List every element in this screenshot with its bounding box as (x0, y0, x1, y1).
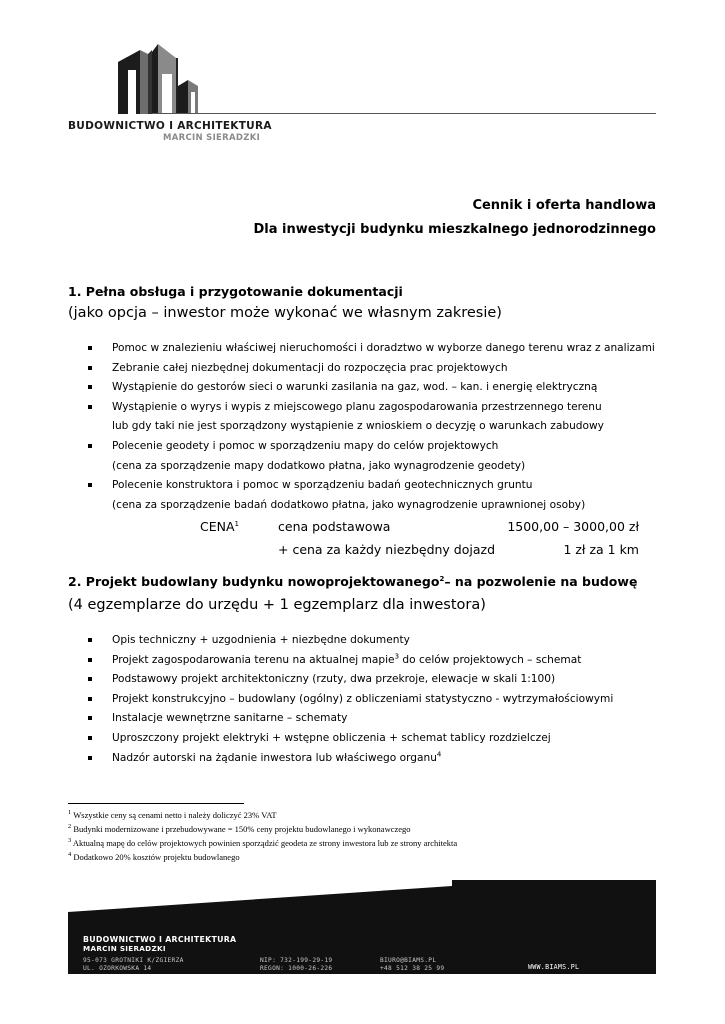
list-item (88, 651, 668, 671)
list-item (88, 670, 668, 690)
price-value-base: 1500,00 – 3000,00 zł (507, 519, 639, 534)
footnote-number: 3 (68, 837, 72, 845)
footnote-ref: 4 (436, 750, 442, 759)
list-item (88, 359, 668, 379)
footnote-ref: 2 (439, 574, 445, 583)
footer-website: WWW.BIAMS.PL (528, 963, 580, 971)
footnote-number: 4 (68, 851, 72, 859)
bullet-icon (88, 366, 92, 370)
footer-phone: +48 512 38 25 99 (380, 965, 445, 972)
bullet-icon (88, 444, 92, 448)
list-item-text: Podstawowy projekt architektoniczny (rzuty, dwa przekroje, elewacje w skali 1:100) (112, 673, 556, 686)
list-item-continuation: (cena za sporządzenie badań dodatkowo płatna, jako wynagrodzenie uprawnionej osoby) (112, 498, 586, 511)
bullet-icon (88, 405, 92, 409)
footnote-rule (68, 803, 244, 804)
bullet-icon (88, 658, 92, 662)
list-item-text: Pomoc w znalezieniu właściwej nieruchomości i doradztwo w wyborze danego terenu wraz z analizami (112, 342, 655, 354)
price-desc-travel: + cena za każdy niezbędny dojazd (278, 542, 496, 557)
section1-list (88, 339, 668, 515)
footnote-2 (68, 824, 411, 834)
bullet-icon (88, 346, 92, 350)
company-logo (68, 40, 272, 150)
footnote-text: Aktualną mapę do celów projektowych powinien sporządzić geodeta ze strony inwestora lub ze strony architekta (72, 838, 458, 848)
footnote-ref: 1 (234, 519, 239, 528)
list-item (88, 476, 668, 515)
footnote-3 (68, 838, 457, 848)
page-subtitle: Dla inwestycji budynku mieszkalnego jednorodzinnego (253, 222, 656, 237)
list-item-continuation: (cena za sporządzenie mapy dodatkowo płatna, jako wynagrodzenie geodety) (112, 459, 526, 472)
footnote-text: Budynki modernizowane i przebudowywane = 150% ceny projektu budowlanego i wykonawczego (73, 824, 411, 834)
page-title: Cennik i oferta handlowa (472, 198, 656, 213)
list-item-text: Zebranie całej niezbędnej dokumentacji do rozpoczęcia prac projektowych (112, 361, 508, 374)
list-item-text: Projekt konstrukcyjno – budowlany (ogólny) z obliczeniami statystyczno - wytrzymałościowymi (112, 692, 614, 705)
bullet-icon (88, 638, 92, 642)
footnote-text: Wszystkie ceny są cenami netto i należy doliczyć 23% VAT (73, 810, 277, 820)
section2-title-text: 2. Projekt budowlany budynku nowoprojektowanego (68, 574, 440, 589)
price-label (200, 519, 239, 534)
header-rule (152, 113, 656, 114)
footer-address-1: 95-073 GROTNIKI K/ZGIERZA (83, 957, 184, 964)
bullet-icon (88, 483, 92, 487)
list-item-text: Polecenie konstruktora i pomoc w sporządzeniu badań geotechnicznych gruntu (112, 479, 533, 492)
footnote-ref: 3 (394, 652, 400, 661)
footnote-text: Dodatkowo 20% kosztów projektu budowlanego (73, 852, 240, 862)
list-item-text: Polecenie geodety i pomoc w sporządzeniu mapy do celów projektowych (112, 439, 499, 452)
building-logo-icon (118, 40, 238, 116)
list-item (88, 709, 668, 729)
logo-company-name: BUDOWNICTWO I ARCHITEKTURA (68, 120, 272, 132)
bullet-icon (88, 716, 92, 720)
list-item (88, 398, 668, 437)
list-item-text: Wystąpienie do gestorów sieci o warunki zasilania na gaz, wod. – kan. i energię elektryczną (112, 381, 598, 394)
list-item-text-tail: do celów projektowych – schemat (399, 653, 582, 666)
price-value-travel: 1 zł za 1 km (563, 542, 639, 557)
list-item-text: Wystąpienie o wyrys i wypis z miejscowego planu zagospodarowania przestrzennego terenu (112, 400, 602, 413)
list-item-text: Opis techniczny + uzgodnienia + niezbędne dokumenty (112, 634, 410, 646)
list-item (88, 729, 668, 749)
list-item (88, 631, 668, 651)
bullet-icon (88, 697, 92, 701)
footer-regon: REGON: 1000-26-226 (260, 965, 333, 972)
list-item (88, 437, 668, 476)
footnote-1 (68, 810, 277, 820)
section1-title: 1. Pełna obsługa i przygotowanie dokumentacji (68, 284, 403, 299)
list-item-text: Uproszczony projekt elektryki + wstępne obliczenia + schemat tablicy rozdzielczej (112, 731, 551, 744)
price-desc-base: cena podstawowa (278, 519, 391, 534)
list-item-text: Nadzór autorski na żądanie inwestora lub właściwego organu (112, 751, 437, 764)
list-item (88, 690, 668, 710)
list-item-text: Projekt zagospodarowania terenu na aktualnej mapie (112, 653, 395, 666)
footer-address-2: UL. OZORKOWSKA 14 (83, 965, 152, 972)
list-item (88, 378, 668, 398)
bullet-icon (88, 385, 92, 389)
footer-nip: NIP: 732-199-29-19 (260, 957, 333, 964)
bullet-icon (88, 736, 92, 740)
bullet-icon (88, 756, 92, 760)
bullet-icon (88, 677, 92, 681)
list-item (88, 749, 668, 769)
list-item-text: Instalacje wewnętrzne sanitarne – schematy (112, 712, 348, 725)
price-label-text: CENA (200, 519, 235, 534)
list-item (88, 339, 668, 359)
section2-list (88, 631, 668, 768)
logo-owner-name: MARCIN SIERADZKI (163, 133, 261, 143)
footnote-number: 2 (68, 823, 72, 831)
footnote-number: 1 (68, 809, 72, 817)
footer-company-name: BUDOWNICTWO I ARCHITEKTURA (83, 935, 237, 944)
footer-owner-name: MARCIN SIERADZKI (83, 944, 166, 953)
section2-title (68, 574, 637, 589)
section2-title-tail: – na pozwolenie na budowę (444, 574, 638, 589)
section2-subtitle: (4 egzemplarze do urzędu + 1 egzemplarz dla inwestora) (68, 597, 486, 613)
footer-email: BIURO@BIAMS.PL (380, 957, 437, 964)
section1-subtitle: (jako opcja – inwestor może wykonać we własnym zakresie) (68, 305, 502, 321)
footnote-4 (68, 852, 240, 862)
list-item-continuation: lub gdy taki nie jest sporządzony wystąpienie z wnioskiem o decyzję o warunkach zabudowy (112, 420, 604, 433)
